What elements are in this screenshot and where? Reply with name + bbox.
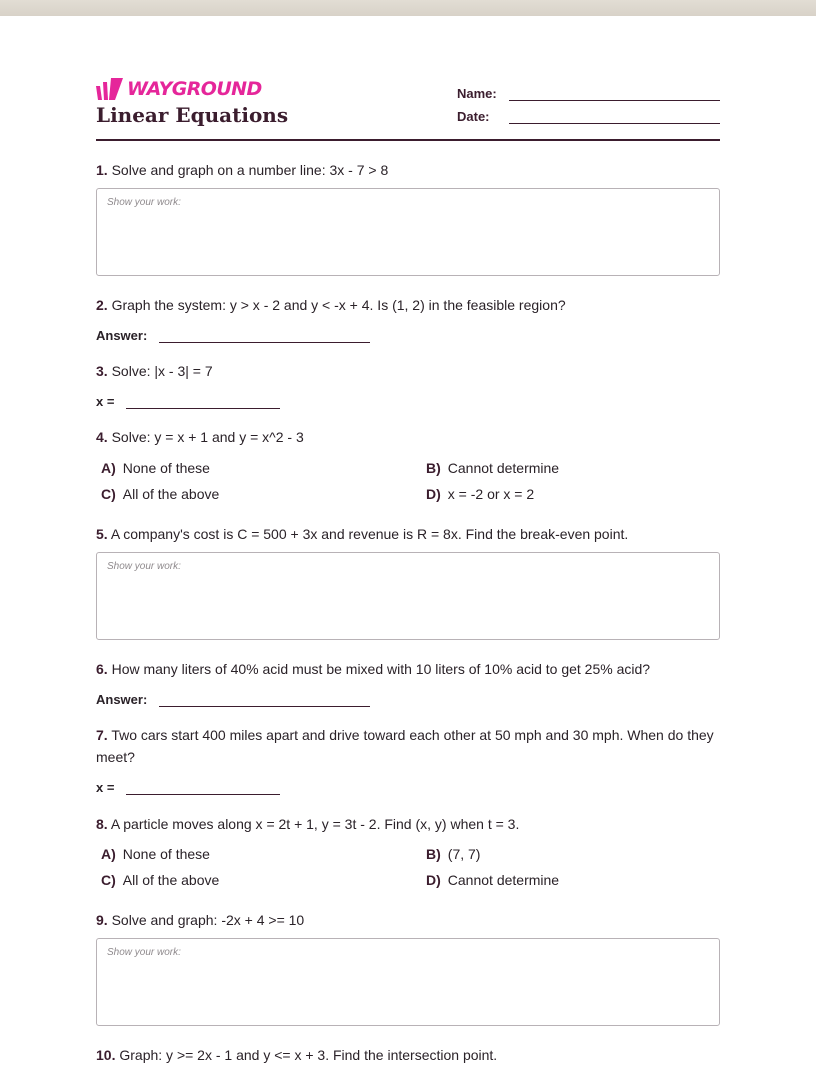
option-c[interactable]	[101, 869, 219, 891]
question-text: Solve and graph: -2x + 4 >= 10	[111, 912, 305, 928]
question-text: A company's cost is C = 500 + 3x and revenue is R = 8x. Find the break-even point.	[110, 526, 629, 542]
question-text: Solve and graph on a number line: 3x - 7 > 8	[111, 162, 389, 178]
option-a[interactable]	[101, 457, 210, 479]
question-number: 3.	[96, 363, 108, 379]
worksheet-page	[96, 76, 720, 1063]
option-text: All of the above	[122, 872, 220, 888]
work-box-hint: Show your work:	[107, 947, 181, 958]
question-number: 7.	[96, 727, 108, 743]
work-box-1[interactable]	[96, 188, 720, 276]
top-bar	[0, 0, 816, 16]
question-text: How many liters of 40% acid must be mixed with 10 liters of 10% acid to get 25% acid?	[111, 661, 651, 677]
option-letter: A)	[101, 846, 116, 862]
option-letter: B)	[426, 460, 441, 476]
page-title: Linear Equations	[96, 103, 289, 127]
option-letter: A)	[101, 460, 116, 476]
question-text: Two cars start 400 miles apart and drive toward each other at 50 mph and 30 mph. When do they meet?	[96, 727, 714, 765]
answer-field[interactable]	[159, 690, 370, 707]
option-text: Cannot determine	[447, 460, 560, 476]
question-8	[96, 813, 720, 835]
answer-6	[96, 687, 370, 707]
answer-label: x =	[96, 394, 115, 409]
work-box-hint: Show your work:	[107, 197, 181, 208]
option-c[interactable]	[101, 483, 219, 505]
option-text: x = -2 or x = 2	[447, 486, 535, 502]
option-text: All of the above	[122, 486, 220, 502]
date-row	[457, 101, 720, 124]
question-number: 10.	[96, 1047, 116, 1063]
work-box-hint: Show your work:	[107, 561, 181, 572]
question-10	[96, 1044, 720, 1066]
answer-7	[96, 775, 280, 795]
student-fields	[457, 78, 720, 124]
date-field[interactable]	[509, 109, 720, 124]
work-box-9[interactable]	[96, 938, 720, 1026]
question-3	[96, 360, 720, 382]
question-text: Graph the system: y > x - 2 and y < -x + 4. Is (1, 2) in the feasible region?	[111, 297, 566, 313]
question-2	[96, 294, 720, 316]
option-d[interactable]	[426, 483, 534, 505]
name-field[interactable]	[509, 86, 720, 101]
question-text: A particle moves along x = 2t + 1, y = 3t - 2. Find (x, y) when t = 3.	[110, 816, 520, 832]
answer-label: Answer:	[96, 328, 148, 343]
brand	[96, 78, 262, 100]
question-6	[96, 658, 720, 680]
answer-2	[96, 323, 370, 343]
question-number: 6.	[96, 661, 108, 677]
option-text: (7, 7)	[447, 846, 481, 862]
question-4	[96, 426, 720, 448]
answer-field[interactable]	[126, 778, 280, 795]
option-letter: C)	[101, 872, 116, 888]
option-d[interactable]	[426, 869, 559, 891]
question-number: 4.	[96, 429, 108, 445]
question-7	[96, 724, 720, 768]
question-number: 8.	[96, 816, 108, 832]
question-number: 5.	[96, 526, 108, 542]
options-4	[96, 457, 720, 509]
question-text: Solve: |x - 3| = 7	[111, 363, 213, 379]
answer-field[interactable]	[159, 326, 370, 343]
worksheet-header	[96, 76, 720, 141]
options-8	[96, 843, 720, 895]
date-label: Date:	[457, 109, 490, 124]
option-b[interactable]	[426, 457, 559, 479]
answer-label: Answer:	[96, 692, 148, 707]
question-number: 1.	[96, 162, 108, 178]
question-text: Solve: y = x + 1 and y = x^2 - 3	[111, 429, 304, 445]
question-9	[96, 909, 720, 931]
answer-label: x =	[96, 780, 115, 795]
option-text: Cannot determine	[447, 872, 560, 888]
question-1	[96, 159, 720, 181]
name-row	[457, 78, 720, 101]
option-letter: B)	[426, 846, 441, 862]
brand-name: WAYGROUND	[127, 78, 262, 100]
wayground-logo-icon	[96, 78, 123, 100]
question-number: 2.	[96, 297, 108, 313]
option-text: None of these	[122, 460, 210, 476]
work-box-5[interactable]	[96, 552, 720, 640]
option-a[interactable]	[101, 843, 210, 865]
answer-field[interactable]	[126, 392, 280, 409]
option-letter: D)	[426, 486, 441, 502]
question-number: 9.	[96, 912, 108, 928]
option-text: None of these	[122, 846, 210, 862]
option-letter: D)	[426, 872, 441, 888]
option-b[interactable]	[426, 843, 480, 865]
name-label: Name:	[457, 86, 497, 101]
question-5	[96, 523, 720, 545]
question-text: Graph: y >= 2x - 1 and y <= x + 3. Find the intersection point.	[119, 1047, 498, 1063]
option-letter: C)	[101, 486, 116, 502]
answer-3	[96, 389, 280, 409]
